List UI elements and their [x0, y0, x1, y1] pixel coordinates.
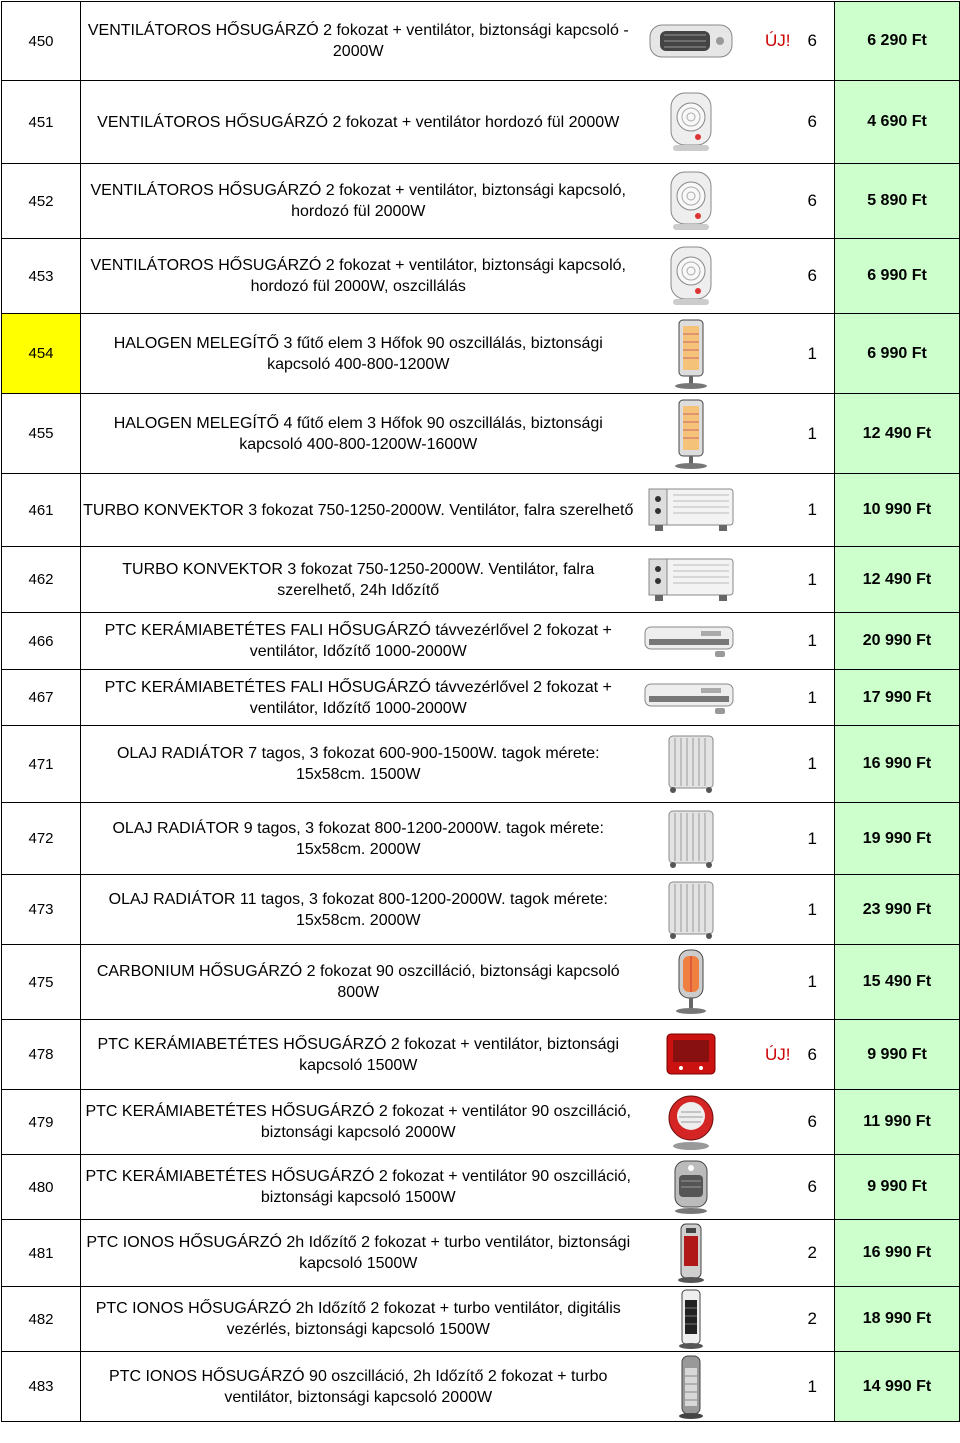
- product-code: 482: [2, 1287, 81, 1352]
- table-row: [2, 1020, 960, 1090]
- price: 6 990 Ft: [835, 239, 960, 314]
- price: 6 290 Ft: [835, 2, 960, 81]
- new-badge: [746, 1090, 791, 1155]
- new-badge: [746, 1352, 791, 1422]
- product-image: [636, 1287, 746, 1352]
- table-row: [2, 803, 960, 875]
- quantity: 1: [791, 1352, 835, 1422]
- fan-heater-oscillating-icon: [636, 243, 746, 309]
- product-image: [636, 613, 746, 670]
- new-badge: [746, 164, 791, 239]
- quantity: 1: [791, 726, 835, 803]
- quantity: 6: [791, 1020, 835, 1090]
- price: 4 690 Ft: [835, 81, 960, 164]
- product-code: 466: [2, 613, 81, 670]
- table-row: [2, 613, 960, 670]
- fan-heater-horizontal-icon: [636, 19, 746, 63]
- product-description: VENTILÁTOROS HŐSUGÁRZÓ 2 fokozat + ventilátor, biztonsági kapcsoló, hordozó fül 2000W: [81, 164, 636, 239]
- price: 17 990 Ft: [835, 670, 960, 726]
- quantity: 6: [791, 164, 835, 239]
- product-code: 472: [2, 803, 81, 875]
- carbon-heater-icon: [636, 948, 746, 1016]
- ceramic-heater-icon: [636, 1157, 746, 1217]
- price-list-table: [1, 1, 960, 1422]
- quantity: 6: [791, 1155, 835, 1220]
- product-description: VENTILÁTOROS HŐSUGÁRZÓ 2 fokozat + ventilátor, biztonsági kapcsoló - 2000W: [81, 2, 636, 81]
- product-code: 480: [2, 1155, 81, 1220]
- product-code: 454: [2, 314, 81, 394]
- product-image: [636, 314, 746, 394]
- new-badge: [746, 474, 791, 547]
- oil-radiator-icon: [636, 732, 746, 796]
- price: 23 990 Ft: [835, 875, 960, 945]
- product-code: 471: [2, 726, 81, 803]
- product-code: 450: [2, 2, 81, 81]
- halogen-heater-icon: [636, 398, 746, 470]
- wall-heater-icon: [636, 621, 746, 661]
- product-description: PTC KERÁMIABETÉTES HŐSUGÁRZÓ 2 fokozat + ventilátor, biztonsági kapcsoló 1500W: [81, 1020, 636, 1090]
- product-image: [636, 239, 746, 314]
- price: 18 990 Ft: [835, 1287, 960, 1352]
- product-code: 467: [2, 670, 81, 726]
- new-badge: ÚJ!: [746, 2, 791, 81]
- quantity: 6: [791, 81, 835, 164]
- price: 14 990 Ft: [835, 1352, 960, 1422]
- new-badge: ÚJ!: [746, 1020, 791, 1090]
- product-description: CARBONIUM HŐSUGÁRZÓ 2 fokozat 90 oszcilláció, biztonsági kapcsoló 800W: [81, 945, 636, 1020]
- new-badge: [746, 394, 791, 474]
- price: 16 990 Ft: [835, 1220, 960, 1287]
- product-image: [636, 875, 746, 945]
- quantity: 1: [791, 474, 835, 547]
- product-image: [636, 1155, 746, 1220]
- price: 11 990 Ft: [835, 1090, 960, 1155]
- product-code: 475: [2, 945, 81, 1020]
- new-badge: [746, 875, 791, 945]
- quantity: 1: [791, 314, 835, 394]
- product-image: [636, 726, 746, 803]
- product-image: [636, 1020, 746, 1090]
- product-image: [636, 2, 746, 81]
- product-image: [636, 1352, 746, 1422]
- product-description: HALOGEN MELEGÍTŐ 4 fűtő elem 3 Hőfok 90 oszcillálás, biztonsági kapcsoló 400-800-1200W-1600W: [81, 394, 636, 474]
- product-image: [636, 164, 746, 239]
- product-description: PTC IONOS HŐSUGÁRZÓ 90 oszcilláció, 2h Időzítő 2 fokozat + turbo ventilátor, biztonsági kapcsoló 2000W: [81, 1352, 636, 1422]
- product-code: 473: [2, 875, 81, 945]
- product-code: 452: [2, 164, 81, 239]
- table-row: [2, 239, 960, 314]
- convector-timer-icon: [636, 555, 746, 605]
- price: 16 990 Ft: [835, 726, 960, 803]
- new-badge: [746, 1155, 791, 1220]
- quantity: 1: [791, 875, 835, 945]
- table-row: [2, 164, 960, 239]
- table-row: [2, 547, 960, 613]
- product-code: 461: [2, 474, 81, 547]
- product-description: TURBO KONVEKTOR 3 fokozat 750-1250-2000W. Ventilátor, falra szerelhető: [81, 474, 636, 547]
- new-badge: [746, 314, 791, 394]
- price: 10 990 Ft: [835, 474, 960, 547]
- product-image: [636, 803, 746, 875]
- new-badge: [746, 945, 791, 1020]
- price: 5 890 Ft: [835, 164, 960, 239]
- table-row: [2, 2, 960, 81]
- quantity: 1: [791, 613, 835, 670]
- table-row: [2, 670, 960, 726]
- table-row: [2, 1352, 960, 1422]
- quantity: 1: [791, 670, 835, 726]
- new-badge: [746, 670, 791, 726]
- product-image: [636, 670, 746, 726]
- quantity: 1: [791, 803, 835, 875]
- table-row: [2, 394, 960, 474]
- quantity: 1: [791, 394, 835, 474]
- product-image: [636, 1090, 746, 1155]
- oil-radiator-icon: [636, 807, 746, 871]
- new-badge: [746, 613, 791, 670]
- product-description: VENTILÁTOROS HŐSUGÁRZÓ 2 fokozat + ventilátor hordozó fül 2000W: [81, 81, 636, 164]
- product-description: PTC KERÁMIABETÉTES HŐSUGÁRZÓ 2 fokozat + ventilátor 90 oszcilláció, biztonsági kapcsoló 2000W: [81, 1090, 636, 1155]
- product-description: PTC KERÁMIABETÉTES FALI HŐSUGÁRZÓ távvezérlővel 2 fokozat + ventilátor, Időzítő 1000-2000W: [81, 670, 636, 726]
- new-badge: [746, 547, 791, 613]
- price: 9 990 Ft: [835, 1020, 960, 1090]
- product-code: 462: [2, 547, 81, 613]
- product-image: [636, 547, 746, 613]
- quantity: 6: [791, 2, 835, 81]
- product-description: OLAJ RADIÁTOR 7 tagos, 3 fokozat 600-900-1500W. tagok mérete: 15x58cm. 1500W: [81, 726, 636, 803]
- convector-icon: [636, 485, 746, 535]
- price: 6 990 Ft: [835, 314, 960, 394]
- round-ceramic-heater-icon: [636, 1092, 746, 1152]
- product-code: 481: [2, 1220, 81, 1287]
- new-badge: [746, 1220, 791, 1287]
- table-row: [2, 1220, 960, 1287]
- product-image: [636, 474, 746, 547]
- new-badge: [746, 239, 791, 314]
- halogen-heater-icon: [636, 318, 746, 390]
- tall-tower-heater-icon: [636, 1354, 746, 1420]
- tower-heater-red-icon: [636, 1222, 746, 1284]
- new-badge: [746, 1287, 791, 1352]
- product-description: OLAJ RADIÁTOR 9 tagos, 3 fokozat 800-1200-2000W. tagok mérete: 15x58cm. 2000W: [81, 803, 636, 875]
- quantity: 2: [791, 1287, 835, 1352]
- table-row: [2, 945, 960, 1020]
- fan-heater-icon: [636, 168, 746, 234]
- price: 12 490 Ft: [835, 547, 960, 613]
- price: 19 990 Ft: [835, 803, 960, 875]
- table-row: [2, 474, 960, 547]
- product-description: PTC KERÁMIABETÉTES HŐSUGÁRZÓ 2 fokozat + ventilátor 90 oszcilláció, biztonsági kapcsoló 1500W: [81, 1155, 636, 1220]
- wall-heater-icon: [636, 678, 746, 718]
- tower-heater-icon: [636, 1288, 746, 1350]
- product-description: OLAJ RADIÁTOR 11 tagos, 3 fokozat 800-1200-2000W. tagok mérete: 15x58cm. 2000W: [81, 875, 636, 945]
- product-code: 455: [2, 394, 81, 474]
- table-row: [2, 1287, 960, 1352]
- product-description: VENTILÁTOROS HŐSUGÁRZÓ 2 fokozat + ventilátor, biztonsági kapcsoló, hordozó fül 2000W, oszcillálás: [81, 239, 636, 314]
- table-row: [2, 1090, 960, 1155]
- product-code: 453: [2, 239, 81, 314]
- quantity: 6: [791, 1090, 835, 1155]
- price: 12 490 Ft: [835, 394, 960, 474]
- product-code: 483: [2, 1352, 81, 1422]
- table-row: [2, 81, 960, 164]
- table-row: [2, 726, 960, 803]
- table-row: [2, 875, 960, 945]
- product-image: [636, 1220, 746, 1287]
- price: 9 990 Ft: [835, 1155, 960, 1220]
- product-image: [636, 945, 746, 1020]
- oil-radiator-icon: [636, 878, 746, 942]
- price: 15 490 Ft: [835, 945, 960, 1020]
- table-row: [2, 314, 960, 394]
- product-code: 451: [2, 81, 81, 164]
- product-description: PTC IONOS HŐSUGÁRZÓ 2h Időzítő 2 fokozat + turbo ventilátor, digitális vezérlés, biztonsági kapcsoló 1500W: [81, 1287, 636, 1352]
- new-badge: [746, 81, 791, 164]
- price-list-body: [2, 2, 960, 1422]
- product-code: 478: [2, 1020, 81, 1090]
- fan-heater-icon: [636, 89, 746, 155]
- product-image: [636, 394, 746, 474]
- product-description: PTC KERÁMIABETÉTES FALI HŐSUGÁRZÓ távvezérlővel 2 fokozat + ventilátor, Időzítő 1000-2000W: [81, 613, 636, 670]
- cube-heater-icon: [636, 1030, 746, 1080]
- new-badge: [746, 726, 791, 803]
- product-description: HALOGEN MELEGÍTŐ 3 fűtő elem 3 Hőfok 90 oszcillálás, biztonsági kapcsoló 400-800-1200W: [81, 314, 636, 394]
- product-code: 479: [2, 1090, 81, 1155]
- table-row: [2, 1155, 960, 1220]
- quantity: 1: [791, 945, 835, 1020]
- quantity: 2: [791, 1220, 835, 1287]
- product-description: TURBO KONVEKTOR 3 fokozat 750-1250-2000W. Ventilátor, falra szerelhető, 24h Időzítő: [81, 547, 636, 613]
- price: 20 990 Ft: [835, 613, 960, 670]
- quantity: 1: [791, 547, 835, 613]
- quantity: 6: [791, 239, 835, 314]
- product-image: [636, 81, 746, 164]
- product-description: PTC IONOS HŐSUGÁRZÓ 2h Időzítő 2 fokozat + turbo ventilátor, biztonsági kapcsoló 1500W: [81, 1220, 636, 1287]
- new-badge: [746, 803, 791, 875]
